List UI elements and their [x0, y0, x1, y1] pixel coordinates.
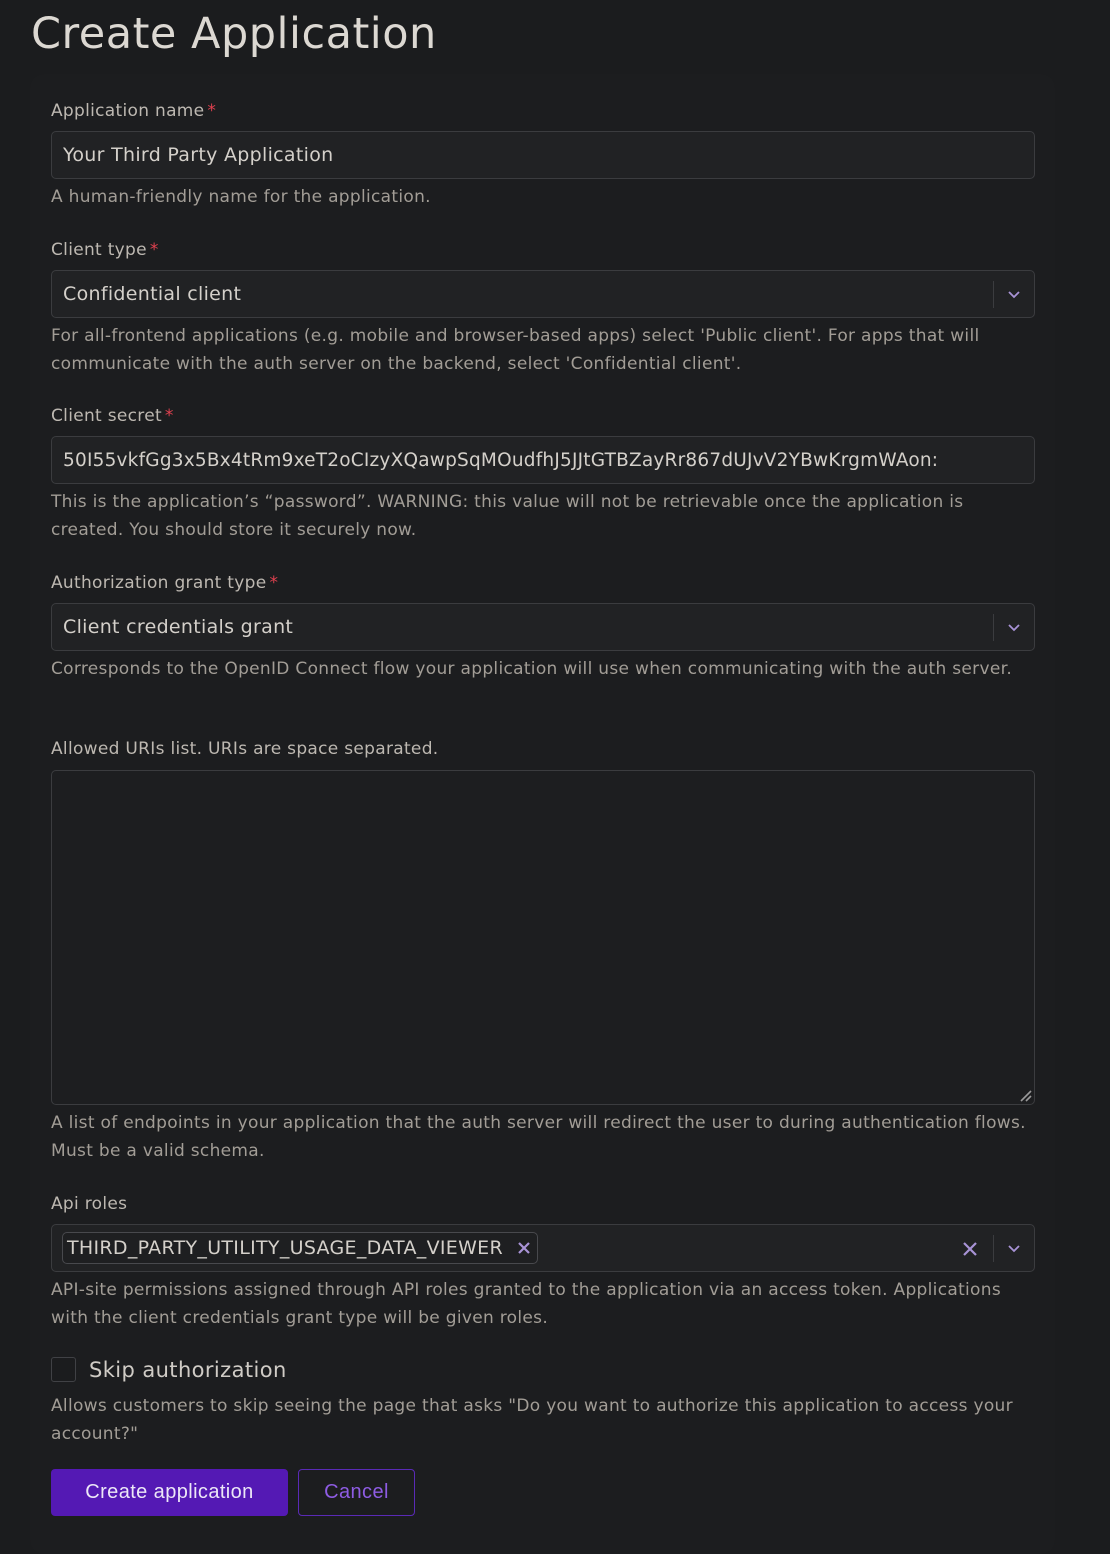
client-type-label: [51, 238, 1035, 262]
allowed-uris-label: Allowed URIs list. URIs are space separated.: [51, 739, 439, 759]
client-type-select[interactable]: [51, 270, 1035, 318]
clear-all-icon[interactable]: [962, 1241, 978, 1257]
application-name-help: A human-friendly name for the application.: [51, 187, 431, 207]
cancel-button[interactable]: Cancel: [298, 1469, 415, 1516]
client-secret-label: [51, 404, 1035, 428]
allowed-uris-textarea[interactable]: [51, 770, 1035, 1105]
skip-authorization-label[interactable]: Skip authorization: [89, 1357, 287, 1382]
create-application-button[interactable]: Create application: [51, 1469, 288, 1516]
application-name-label-text: Application name: [51, 101, 205, 121]
required-mark: *: [269, 573, 279, 593]
application-name-value: Your Third Party Application: [63, 144, 334, 166]
select-separator: [993, 1235, 994, 1262]
api-role-chip-label: THIRD_PARTY_UTILITY_USAGE_DATA_VIEWER: [67, 1237, 503, 1259]
chevron-down-icon[interactable]: [1006, 286, 1022, 302]
skip-authorization-checkbox[interactable]: [51, 1357, 76, 1382]
chevron-down-icon[interactable]: [1006, 619, 1022, 635]
api-roles-select[interactable]: [51, 1224, 1035, 1272]
field-api-roles: [51, 1192, 1035, 1332]
client-secret-help: This is the application’s “password”. WARNING: this value will not be retrievable once the application is created. You should store it securely now.: [51, 492, 964, 540]
skip-authorization-help: Allows customers to skip seeing the page that asks "Do you want to authorize this application to access your account?": [51, 1396, 1013, 1444]
api-roles-label: Api roles: [51, 1194, 128, 1214]
api-roles-help: API-site permissions assigned through API roles granted to the application via an access token. Applications with the client credentials grant type will be given roles.: [51, 1280, 1001, 1328]
client-secret-value: 50I55vkfGg3x5Bx4tRm9xeT2oCIzyXQawpSqMOudfhJ5JJtGTBZayRr867dUJvV2YBwKrgmWAon:: [63, 449, 939, 471]
required-mark: *: [164, 406, 174, 426]
resize-handle-icon[interactable]: [1018, 1088, 1032, 1102]
select-separator: [993, 614, 994, 641]
grant-type-help: Corresponds to the OpenID Connect flow your application will use when communicating with the auth server.: [51, 659, 1013, 679]
grant-type-select[interactable]: [51, 603, 1035, 651]
field-grant-type: [51, 571, 1035, 683]
allowed-uris-help: A list of endpoints in your application that the auth server will redirect the user to during authentication flows. Must be a valid schema.: [51, 1113, 1026, 1161]
client-secret-input[interactable]: [51, 436, 1035, 484]
field-application-name: [51, 99, 1035, 211]
field-client-type: [51, 238, 1035, 378]
required-mark: *: [207, 101, 217, 121]
select-separator: [993, 281, 994, 308]
client-secret-label-text: Client secret: [51, 406, 162, 426]
field-allowed-uris: [51, 737, 1035, 1165]
grant-type-label: [51, 571, 1035, 595]
application-name-input[interactable]: [51, 131, 1035, 179]
client-type-help: For all-frontend applications (e.g. mobile and browser-based apps) select 'Public client'. For apps that will communicate with the auth server on the backend, select 'Confidential client'.: [51, 326, 980, 374]
api-role-chip: [62, 1232, 538, 1264]
client-type-value: Confidential client: [63, 283, 242, 305]
skip-authorization-row: [51, 1357, 287, 1382]
application-name-label: [51, 99, 1035, 123]
chevron-down-icon[interactable]: [1006, 1240, 1022, 1256]
grant-type-label-text: Authorization grant type: [51, 573, 267, 593]
required-mark: *: [149, 240, 159, 260]
page-title: Create Application: [31, 9, 437, 59]
remove-chip-icon[interactable]: [517, 1241, 531, 1255]
grant-type-value: Client credentials grant: [63, 616, 294, 638]
field-client-secret: [51, 404, 1035, 544]
client-type-label-text: Client type: [51, 240, 147, 260]
